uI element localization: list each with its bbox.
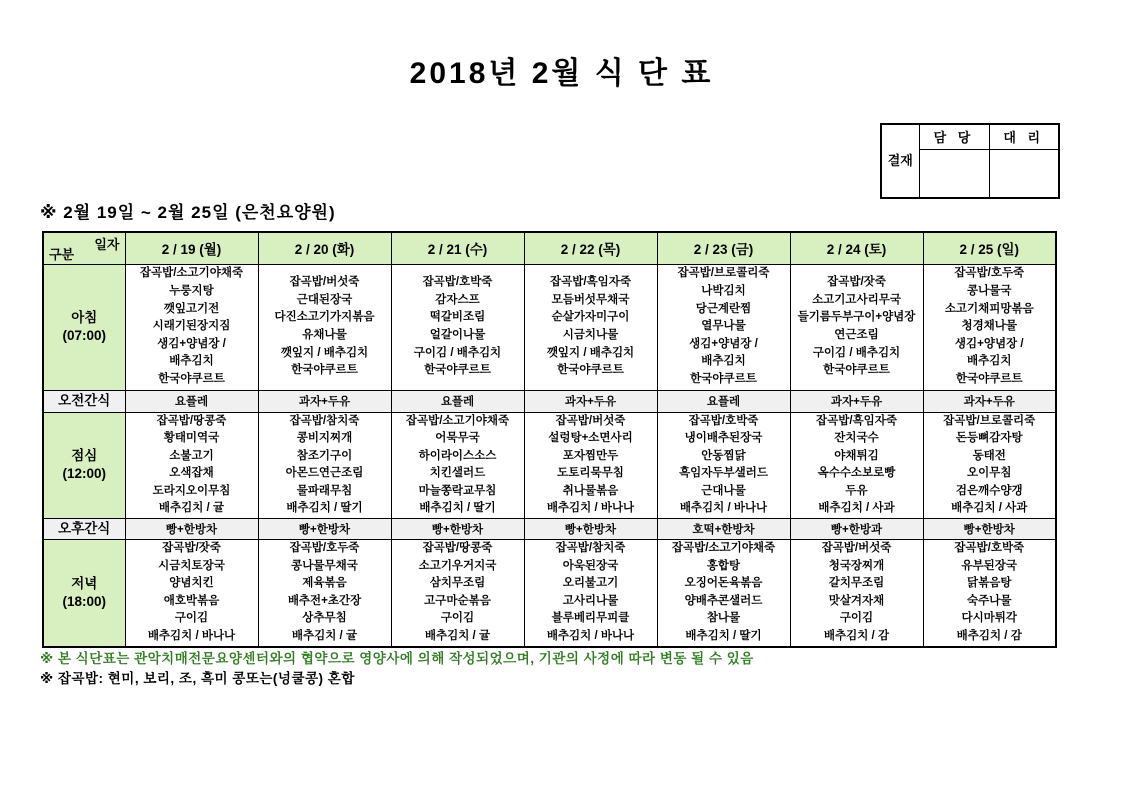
menu-cell: 잡곡밥/땅콩죽 황태미역국 소불고기 오색잡채 도라지오이무침 배추김치 / 귤 bbox=[125, 412, 258, 519]
row-label-am-snack: 오전간식 bbox=[43, 390, 125, 412]
menu-cell: 잡곡밥/브로콜리죽 나박김치 당근계란찜 열무나물 생김+양념장 / 배추김치 한국야쿠르트 bbox=[657, 264, 790, 390]
row-label-dinner: 저녁 (18:00) bbox=[43, 540, 125, 647]
snack-cell: 빵+한방차 bbox=[125, 519, 258, 540]
snack-cell: 요플레 bbox=[125, 390, 258, 412]
corner-date-label: 일자 bbox=[94, 237, 120, 252]
day-header: 2 / 25 (일) bbox=[923, 232, 1056, 264]
menu-cell: 잡곡밥/소고기야채죽 홍합탕 오징어돈육볶음 양배추콘샐러드 참나물 배추김치 / 딸기 bbox=[657, 540, 790, 647]
menu-cell: 잡곡밥/호두죽 콩나물무채국 제육볶음 배추전+초간장 상추무침 배추김치 / 귤 bbox=[258, 540, 391, 647]
snack-cell: 빵+한방과 bbox=[790, 519, 923, 540]
approval-sign-cell-deputy bbox=[989, 149, 1059, 198]
menu-cell: 잡곡밥/버섯죽 청국장찌개 갈치무조림 맛살겨자채 구이김 배추김치 / 감 bbox=[790, 540, 923, 647]
week-range-subtitle: ※ 2월 19일 ~ 2월 25일 (은천요양원) bbox=[40, 203, 336, 222]
menu-cell: 잡곡밥/호박죽 유부된장국 닭볶음탕 숙주나물 다시마튀각 배추김치 / 감 bbox=[923, 540, 1056, 647]
menu-cell: 잡곡밥/버섯죽 설렁탕+소면사리 포자찜만두 도토리묵무침 취나물볶음 배추김치 / 바나나 bbox=[524, 412, 657, 519]
note-line: ※ 잡곡밥: 현미, 보리, 조, 흑미 콩또는(넝쿨콩) 혼합 bbox=[40, 671, 355, 686]
approval-stamp-label: 결재 bbox=[881, 124, 919, 198]
header-row bbox=[43, 232, 1056, 264]
snack-cell: 과자+두유 bbox=[524, 390, 657, 412]
day-header: 2 / 21 (수) bbox=[391, 232, 524, 264]
approval-col-manager: 담 당 bbox=[919, 124, 989, 149]
row-label-pm-snack: 오후간식 bbox=[43, 519, 125, 540]
page-title: 2018년 2월 식 단 표 bbox=[409, 57, 714, 90]
snack-cell: 빵+한방차 bbox=[923, 519, 1056, 540]
snack-cell: 요플레 bbox=[391, 390, 524, 412]
snack-cell: 호떡+한방차 bbox=[657, 519, 790, 540]
menu-cell: 잡곡밥/버섯죽 근대된장국 다진소고기가지볶음 유채나물 깻잎지 / 배추김치 한국야쿠르트 bbox=[258, 264, 391, 390]
approval-col-deputy: 대 리 bbox=[989, 124, 1059, 149]
snack-cell: 과자+두유 bbox=[258, 390, 391, 412]
snack-cell: 빵+한방차 bbox=[391, 519, 524, 540]
menu-cell: 잡곡밥/참치죽 콩비지찌개 참조기구이 아몬드연근조림 물파래무침 배추김치 / 딸기 bbox=[258, 412, 391, 519]
menu-cell: 잡곡밥/참치죽 아욱된장국 오리불고기 고사리나물 블루베리무피클 배추김치 / 바나나 bbox=[524, 540, 657, 647]
snack-cell: 빵+한방차 bbox=[258, 519, 391, 540]
corner-category-label: 구분 bbox=[49, 246, 75, 262]
table-row-lunch bbox=[43, 412, 1056, 519]
snack-cell: 과자+두유 bbox=[790, 390, 923, 412]
menu-cell: 잡곡밥/호박죽 감자스프 떡갈비조림 얼갈이나물 구이김 / 배추김치 한국야쿠르트 bbox=[391, 264, 524, 390]
approval-box bbox=[880, 123, 1060, 199]
menu-cell: 잡곡밥/잣죽 소고기고사리무국 들기름두부구이+양념장 연근조림 구이김 / 배추김치 한국야쿠르트 bbox=[790, 264, 923, 390]
menu-cell: 잡곡밥/땅콩죽 소고기우거지국 삼치무조림 고구마순볶음 구이김 배추김치 / 귤 bbox=[391, 540, 524, 647]
table-row-pm-snack bbox=[43, 519, 1056, 540]
snack-cell: 요플레 bbox=[657, 390, 790, 412]
table-row-breakfast bbox=[43, 264, 1056, 390]
table-row-dinner bbox=[43, 540, 1056, 647]
day-header: 2 / 22 (목) bbox=[524, 232, 657, 264]
snack-cell: 과자+두유 bbox=[923, 390, 1056, 412]
meal-table bbox=[42, 231, 1057, 648]
snack-cell: 빵+한방차 bbox=[524, 519, 657, 540]
row-label-lunch: 점심 (12:00) bbox=[43, 412, 125, 519]
corner-cell bbox=[43, 232, 125, 264]
footer-notes bbox=[40, 649, 754, 689]
day-header: 2 / 24 (토) bbox=[790, 232, 923, 264]
day-header: 2 / 20 (화) bbox=[258, 232, 391, 264]
row-label-breakfast: 아침 (07:00) bbox=[43, 264, 125, 390]
note-line: ※ 본 식단표는 관악치매전문요양센터와의 협약으로 영양사에 의해 작성되었으며, 기관의 사정에 따라 변동 될 수 있음 bbox=[40, 651, 754, 666]
menu-cell: 잡곡밥/잣죽 시금치토장국 양념치킨 애호박볶음 구이김 배추김치 / 바나나 bbox=[125, 540, 258, 647]
menu-cell: 잡곡밥/흑임자죽 잔치국수 야채튀김 옥수수소보로빵 두유 배추김치 / 사과 bbox=[790, 412, 923, 519]
approval-sign-cell-manager bbox=[919, 149, 989, 198]
day-header: 2 / 19 (월) bbox=[125, 232, 258, 264]
menu-cell: 잡곡밥/호두죽 콩나물국 소고기채피망볶음 청경채나물 생김+양념장 / 배추김치 한국야쿠르트 bbox=[923, 264, 1056, 390]
menu-cell: 잡곡밥/브로콜리죽 돈등뼈감자탕 동태전 오이무침 검은깨수양갱 배추김치 / 사과 bbox=[923, 412, 1056, 519]
menu-cell: 잡곡밥/흑임자죽 모듬버섯무채국 순살가자미구이 시금치나물 깻잎지 / 배추김치 한국야쿠르트 bbox=[524, 264, 657, 390]
menu-cell: 잡곡밥/소고기야채죽 어묵무국 하이라이스소스 치킨샐러드 마늘쫑락교무침 배추김치 / 딸기 bbox=[391, 412, 524, 519]
menu-cell: 잡곡밥/소고기야채죽 누룽지탕 깻잎고기전 시래기된장지짐 생김+양념장 / 배추김치 한국야쿠르트 bbox=[125, 264, 258, 390]
meal-tbody bbox=[43, 264, 1056, 647]
day-header: 2 / 23 (금) bbox=[657, 232, 790, 264]
menu-cell: 잡곡밥/호박죽 냉이배추된장국 안동찜닭 흑임자두부샐러드 근대나물 배추김치 / 바나나 bbox=[657, 412, 790, 519]
table-row-am-snack bbox=[43, 390, 1056, 412]
